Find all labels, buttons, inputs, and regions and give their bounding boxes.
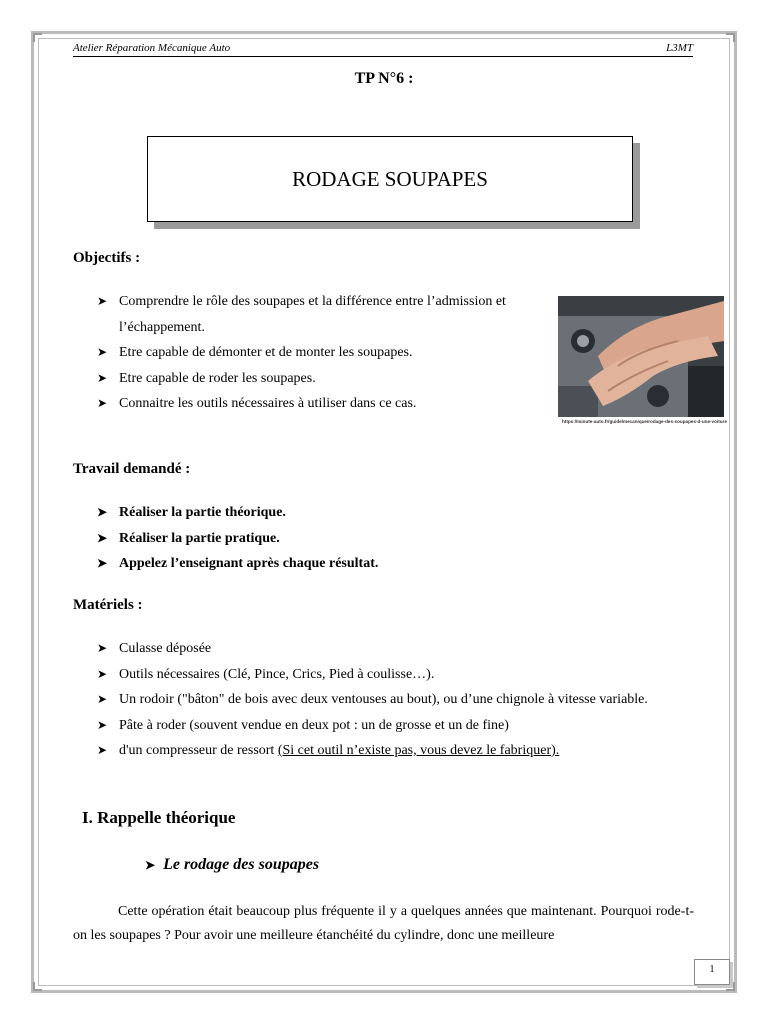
arrow-bullet-icon: ➤ — [97, 692, 108, 706]
corner-ornament — [33, 982, 42, 991]
main-title-box — [147, 136, 633, 222]
corner-ornament — [33, 33, 42, 42]
corner-ornament — [726, 33, 735, 42]
list-item: ➤ Connaitre les outils nécessaires à utiliser dans ce cas. — [95, 391, 547, 417]
objectifs-heading: Objectifs : — [73, 250, 141, 266]
body-paragraph: Cette opération était beaucoup plus fréquente il y a quelques années que maintenant. Pourquoi rode-t-on les soupapes ? Pour avoir une meilleure étanchéité du cylindre, donc une meilleure — [73, 904, 694, 943]
arrow-bullet-icon: ➤ — [97, 294, 108, 308]
photo-caption: https://minute-auto.fr/guide/mecanique/rodage-des-soupapes-d-une-voiture — [562, 419, 727, 424]
materiels-heading: Matériels : — [73, 597, 143, 613]
arrow-bullet-icon: ➤ — [97, 743, 108, 757]
list-item: ➤ Culasse déposée — [95, 636, 694, 662]
arrow-bullet-icon: ➤ — [97, 370, 108, 385]
arrow-bullet-icon: ➤ — [97, 345, 108, 359]
page-number: 1 — [694, 959, 730, 985]
arrow-bullet-icon: ➤ — [97, 530, 108, 545]
arrow-bullet-icon: ➤ — [97, 717, 108, 732]
list-item: ➤ Appelez l’enseignant après chaque résultat. — [95, 551, 515, 577]
valve-lapping-photo — [558, 296, 724, 417]
arrow-bullet-icon: ➤ — [97, 505, 108, 519]
list-item: ➤ d'un compresseur de ressort (Si cet outil n’existe pas, vous devez le fabriquer). — [95, 738, 694, 764]
travail-list — [95, 500, 515, 577]
page-header — [73, 42, 693, 57]
section-heading: I. Rappelle théorique — [82, 808, 236, 827]
tp-number-title: TP N°6 : — [354, 70, 414, 87]
list-item: ➤ Comprendre le rôle des soupapes et la différence entre l’admission et l’échappement. — [95, 289, 547, 340]
materiels-list — [95, 636, 694, 764]
arrow-bullet-icon: ➤ — [97, 556, 108, 570]
list-item: ➤ Un rodoir ("bâton" de bois avec deux ventouses au bout), ou d’une chignole à vitesse variable. — [95, 687, 694, 713]
list-item: ➤ Etre capable de roder les soupapes. — [95, 366, 547, 392]
arrow-bullet-icon: ➤ — [145, 858, 156, 872]
list-item: ➤ Etre capable de démonter et de monter les soupapes. — [95, 340, 547, 366]
fabricate-note: (Si cet outil n’existe pas, vous devez le fabriquer). — [277, 743, 560, 758]
subsection-heading: ➤ Le rodage des soupapes — [145, 856, 320, 873]
main-title: RODAGE SOUPAPES — [292, 166, 488, 191]
header-left: Atelier Réparation Mécanique Auto — [73, 42, 231, 54]
arrow-bullet-icon: ➤ — [97, 666, 108, 681]
list-item: ➤ Réaliser la partie pratique. — [95, 526, 515, 552]
list-item: ➤ Outils nécessaires (Clé, Pince, Crics, Pied à coulisse…). — [95, 662, 694, 688]
list-item: ➤ Pâte à roder (souvent vendue en deux pot : un de grosse et un de fine) — [95, 713, 694, 739]
travail-heading: Travail demandé : — [73, 461, 191, 477]
arrow-bullet-icon: ➤ — [97, 396, 108, 410]
list-item: ➤ Réaliser la partie théorique. — [95, 500, 515, 526]
header-right: L3MT — [666, 42, 693, 54]
objectifs-list — [95, 289, 547, 417]
arrow-bullet-icon: ➤ — [97, 641, 108, 655]
